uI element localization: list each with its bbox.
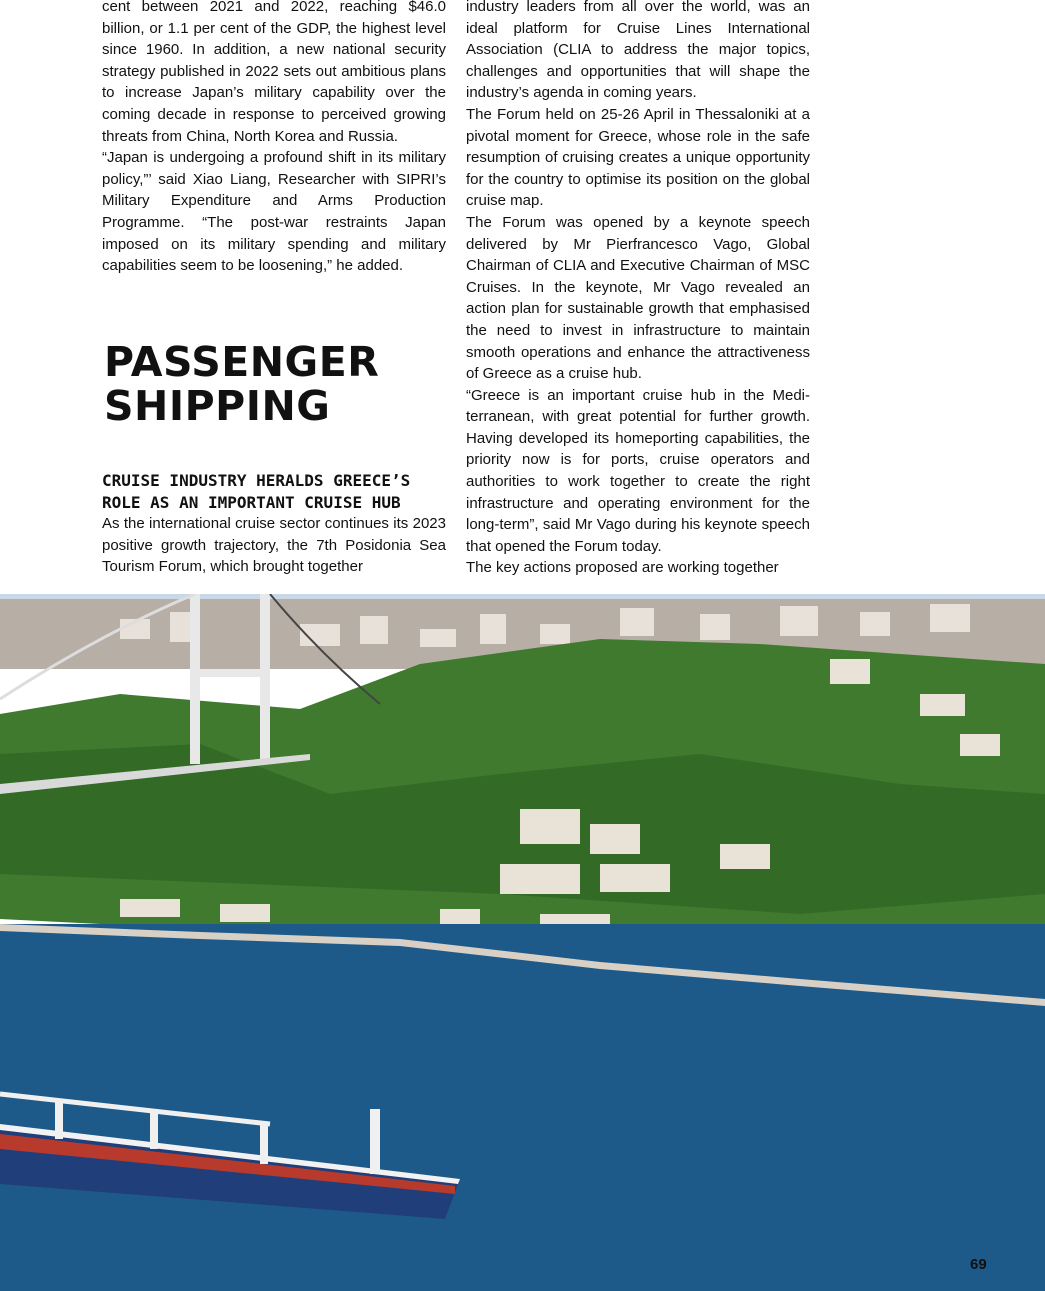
section-title-line: PASSENGER (104, 338, 380, 386)
section-title (104, 340, 379, 428)
body-paragraph: cent between 2021 and 2022, reaching $46.0 billion, or 1.1 per cent of the GDP, the highest level since 1960. In addition, a new national security strategy published in 2022 sets out ambitious plans to increase Japan’s military capability over the coming decade in response to perceived growing threats from China, North Korea and Russia. (102, 0, 446, 145)
body-paragraph: industry leaders from all over the world, was an ideal platform for Cruise Lines International Association (CLIA to address the major topics, challenges and opportunities that will shape the industry’s agenda in coming years. (466, 0, 810, 102)
right-text-column (466, 0, 810, 579)
body-paragraph: The Forum was opened by a keynote speech delivered by Mr Pierfrancesco Vago, Global Chairman of CLIA and Executive Chairman of MSC Cruises. In the keynote, Mr Vago revealed an action plan for sustainable growth that emphasised the need to invest in infrastructure to maintain smooth operations and enhance the attractiveness of Greece as a cruise hub. (466, 213, 810, 383)
body-paragraph: The Forum held on 25-26 April in Thessaloniki at a pivotal moment for Greece, whose role in the safe resumption of cruising creates a unique opportunity for the country to optimise its position on the global cruise map. (466, 105, 810, 210)
left-text-column (102, 0, 446, 277)
article-headline: CRUISE INDUSTRY HERALDS GREECE’S ROLE AS AN IMPORTANT CRUISE HUB (102, 471, 411, 512)
section-title-line: SHIPPING (104, 382, 331, 430)
article-intro: As the international cruise sector continues its 2023 positive growth trajectory, the 7th Posidonia Sea Tourism Forum, which brought together (102, 515, 446, 576)
body-paragraph: The key actions proposed are working together (466, 559, 779, 577)
bosphorus-sea (0, 924, 1045, 1291)
body-paragraph: “Greece is an important cruise hub in the Mediterranean, with great potential for further growth. Having developed its homeporting capabilities, the priority now is for ports, cruise operators and authorities to work together to create the right infrastructure and operating environment for the long-term”, said Mr Vago during his keynote speech that opened the Forum today. (466, 386, 810, 555)
bosphorus-photo (0, 594, 1045, 1291)
body-paragraph: “Japan is undergoing a profound shift in its military policy,”’ said Xiao Liang, Researcher with SIPRI’s Military Expenditure and Arms Production Programme. “The post-war restraints Japan imposed on its military spending and military capabilities seem to be loosening,” he added. (102, 149, 446, 275)
page-number: 69 (970, 1256, 987, 1273)
